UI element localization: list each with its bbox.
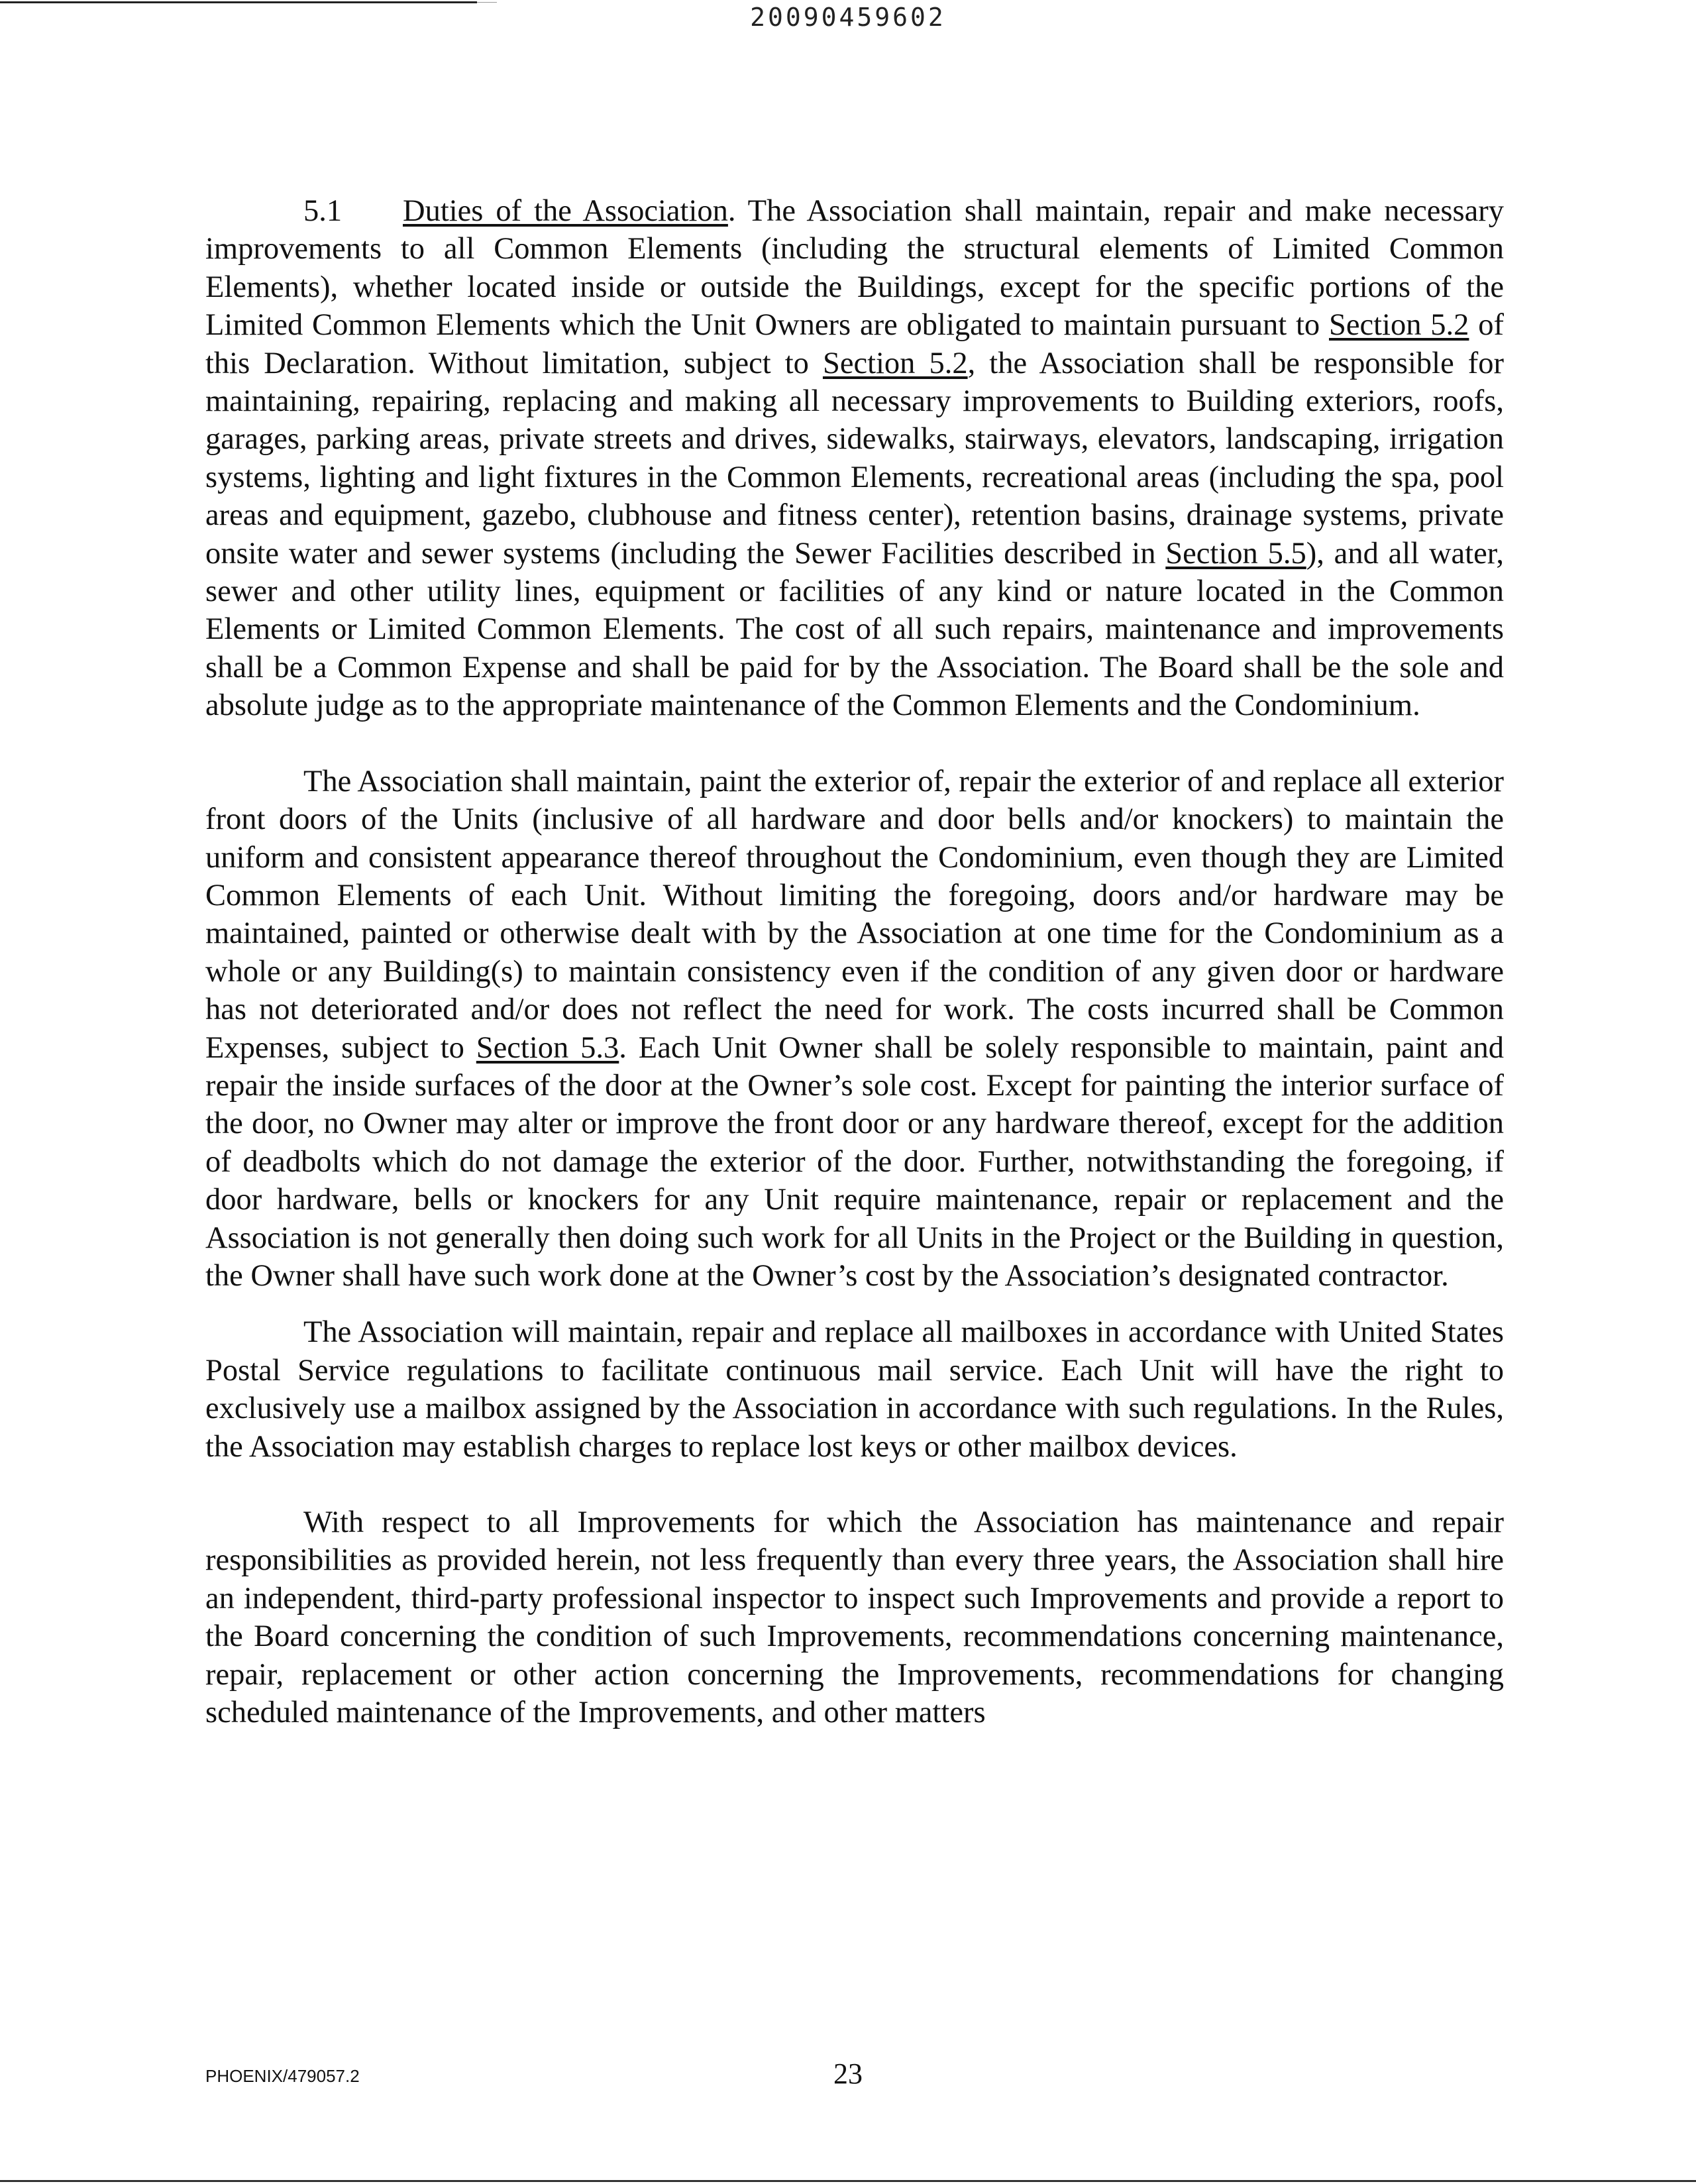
section-reference: Section 5.5 [1165, 536, 1306, 571]
footer-file-id: PHOENIX/479057.2 [205, 2066, 360, 2086]
paragraph-duties-of-association [205, 192, 1504, 725]
bottom-scan-rule [0, 2180, 1696, 2182]
paragraph-text: The Association will maintain, repair and replace all mailboxes in accordance with United States Postal Service regulations to facilitate continuous mail service. Each Unit will have the right to exclusively use a mailbox assigned by the Association in accordance with such regulations. In the Rules, the Association may establish charges to replace lost keys or other mailbox devices. [205, 1315, 1504, 1464]
paragraph-exterior-doors [205, 763, 1504, 1295]
paragraph-text: . Each Unit Owner shall be solely responsible to maintain, paint and repair the inside surfaces of the door at the Owner’s sole cost. Except for painting the interior surface of the door, no Owner may alter or improve the front door or any hardware thereof, except for the addition of deadbolts which do not damage the exterior of the door. Further, notwithstanding the foregoing, if door hardware, bells or knockers for any Unit require maintenance, repair or replacement and the Association is not generally then doing such work for all Units in the Project or the Building in question, the Owner shall have such work done at the Owner’s cost by the Association’s designated contractor. [205, 1030, 1504, 1293]
paragraph-inspections [205, 1503, 1504, 1731]
section-reference: Section 5.3 [476, 1030, 619, 1065]
paragraph-text: , the Association shall be responsible for maintaining, repairing, replacing and making all necessary improvements to Building exteriors, roofs, garages, parking areas, private streets and drives, sidewalks, stairways, elevators, landscaping, irrigation systems, lighting and light fixtures in the Common Elements, recreational areas (including the spa, pool areas and equipment, gazebo, clubhouse and fitness center), retention basins, drainage systems, private onsite water and sewer systems (including the Sewer Facilities described in [205, 346, 1504, 571]
paragraph-text: The Association shall maintain, paint the exterior of, repair the exterior of and replace all exterior front doors of the Units (inclusive of all hardware and door bells and/or knockers) to maintain the uniform and consistent appearance thereof throughout the Condominium, even though they are Limited Common Elements of each Unit. Without limiting the foregoing, doors and/or hardware may be maintained, painted or otherwise dealt with by the Association at one time for the Condominium as a whole or any Building(s) to maintain consistency even if the condition of any given door or hardware has not deteriorated and/or does not reflect the need for work. The costs incurred shall be Common Expenses, subject to [205, 764, 1504, 1065]
section-reference: Section 5.2 [1328, 308, 1469, 343]
paragraph-mailboxes [205, 1313, 1504, 1466]
paragraph-text: of this Declaration. Without limitation, subject to [205, 308, 1504, 380]
section-reference: Section 5.2 [822, 346, 968, 380]
section-heading: Duties of the Association [403, 194, 728, 228]
paragraph-text: With respect to all Improvements for which the Association has maintenance and repair responsibilities as provided herein, not less frequently than every three years, the Association shall hire an independent, third-party professional inspector to inspect such Improvements and provide a report to the Board concerning the condition of such Improvements, recommendations concerning maintenance, repair, replacement or other action concerning the Improvements, recommendations for changing scheduled maintenance of the Improvements, and other matters [205, 1505, 1504, 1730]
paragraph-text: . The Association shall maintain, repair and make necessary improvements to all Common Elements (including the structural elements of Limited Common Elements), whether located inside or outside the Buildings, except for the specific portions of the Limited Common Elements which the Unit Owners are obligated to maintain pursuant to [205, 194, 1504, 343]
document-number: 20090459602 [750, 3, 946, 32]
page-number: 23 [833, 2057, 863, 2090]
section-number: 5.1 [303, 194, 343, 228]
paragraph-text: ), and all water, sewer and other utility lines, equipment or facilities of any kind or nature located in the Common Elements or Limited Common Elements. The cost of all such repairs, maintenance and improvements shall be a Common Expense and shall be paid for by the Association. The Board shall be the sole and absolute judge as to the appropriate maintenance of the Common Elements and the Condominium. [205, 536, 1504, 723]
document-body [205, 192, 1504, 1731]
